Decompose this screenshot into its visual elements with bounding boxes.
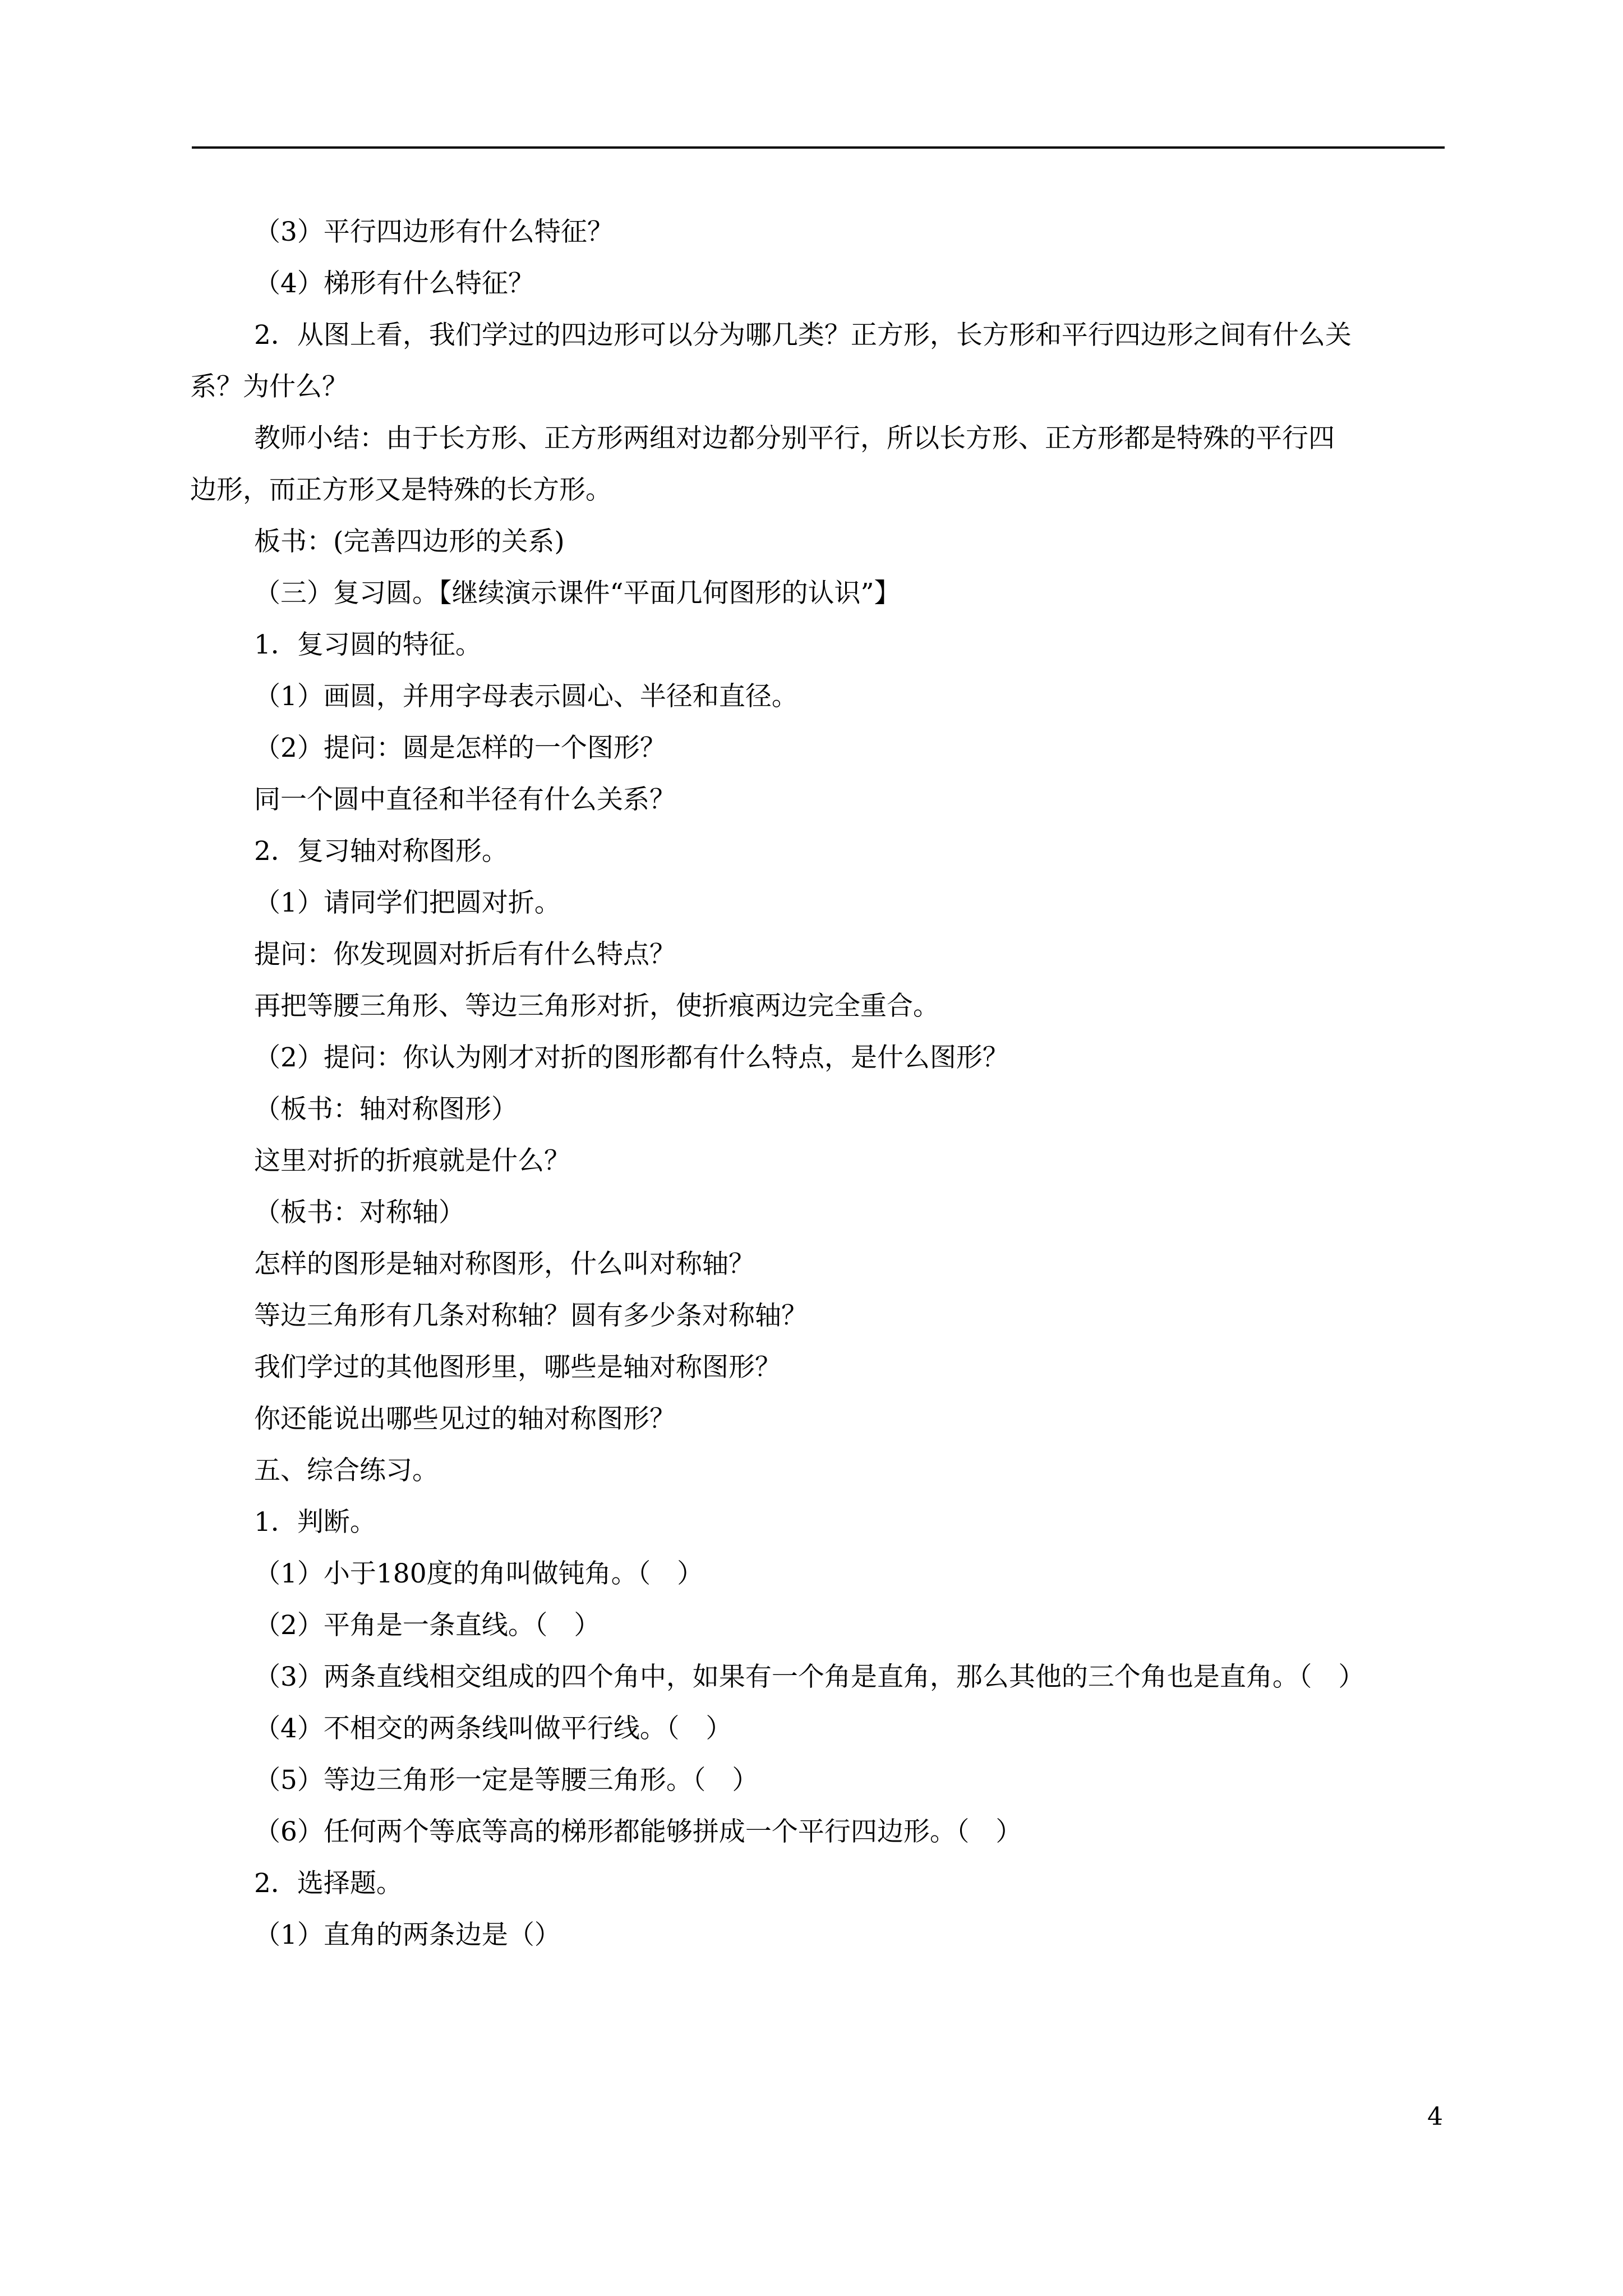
text-line-3: 2．从图上看，我们学过的四边形可以分为哪几类？正方形，长方形和平行四边形之间有什么关 — [254, 320, 1352, 351]
document-body — [190, 206, 1449, 1961]
text-line-31: （5）等边三角形一定是等腰三角形。（ ） — [254, 1765, 759, 1796]
text-line-29: （3）两条直线相交组成的四个角中，如果有一个角是直角，那么其他的三个角也是直角。（ ） — [254, 1662, 1365, 1692]
text-line-26: 1．判断。 — [254, 1507, 376, 1538]
text-line-9: 1．复习圆的特征。 — [254, 629, 482, 660]
text-line-34: （1）直角的两条边是（） — [254, 1920, 561, 1950]
text-line-15: 提问：你发现圆对折后有什么特点？ — [254, 939, 676, 970]
text-line-1: （3）平行四边形有什么特征？ — [254, 217, 614, 247]
text-line-24: 你还能说出哪些见过的轴对称图形？ — [254, 1404, 676, 1434]
text-line-4: 系？为什么？ — [190, 371, 348, 402]
text-line-23: 我们学过的其他图形里，哪些是轴对称图形？ — [254, 1352, 781, 1383]
text-line-10: （1）画圆，并用字母表示圆心、半径和直径。 — [254, 681, 798, 712]
text-line-30: （4）不相交的两条线叫做平行线。（ ） — [254, 1713, 732, 1744]
text-line-7: 板书：(完善四边形的关系) — [254, 526, 565, 557]
text-line-19: 这里对折的折痕就是什么？ — [254, 1145, 570, 1176]
text-line-21: 怎样的图形是轴对称图形，什么叫对称轴？ — [254, 1249, 755, 1280]
text-line-18: （板书：轴对称图形） — [254, 1094, 518, 1125]
text-line-13: 2．复习轴对称图形。 — [254, 836, 508, 867]
page-number: 4 — [1427, 2102, 1443, 2131]
text-line-16: 再把等腰三角形、等边三角形对折，使折痕两边完全重合。 — [254, 991, 939, 1022]
text-line-11: （2）提问：圆是怎样的一个图形？ — [254, 733, 666, 763]
text-line-17: （2）提问：你认为刚才对折的图形都有什么特点，是什么图形？ — [254, 1042, 1009, 1073]
text-line-2: （4）梯形有什么特征？ — [254, 268, 534, 299]
text-line-20: （板书：对称轴） — [254, 1197, 465, 1228]
text-line-14: （1）请同学们把圆对折。 — [254, 887, 561, 918]
text-line-22: 等边三角形有几条对称轴？圆有多少条对称轴？ — [254, 1300, 808, 1331]
text-line-27: （1）小于180度的角叫做钝角。（ ） — [254, 1558, 704, 1589]
text-line-32: （6）任何两个等底等高的梯形都能够拼成一个平行四边形。（ ） — [254, 1816, 1022, 1847]
text-line-12: 同一个圆中直径和半径有什么关系？ — [254, 784, 676, 815]
text-line-33: 2．选择题。 — [254, 1868, 403, 1899]
header-rule — [192, 146, 1445, 149]
text-line-8: （三）复习圆。【继续演示课件“平面几何图形的认识”】 — [254, 578, 901, 609]
text-line-5: 教师小结：由于长方形、正方形两组对边都分别平行，所以长方形、正方形都是特殊的平行四 — [254, 423, 1335, 454]
text-line-25: 五、综合练习。 — [254, 1455, 439, 1486]
text-line-28: （2）平角是一条直线。（ ） — [254, 1610, 601, 1641]
text-line-6: 边形，而正方形又是特殊的长方形。 — [190, 475, 612, 505]
